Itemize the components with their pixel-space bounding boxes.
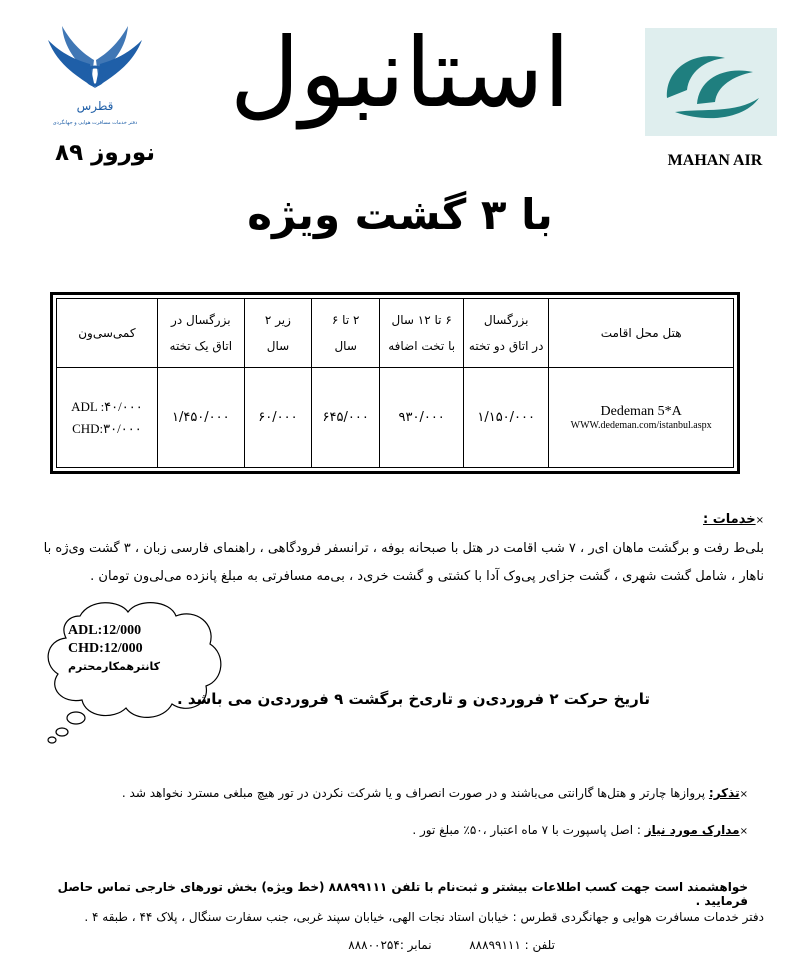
table-row (57, 368, 734, 468)
hotel-name: Dedeman 5*A (600, 404, 682, 419)
cell-adult-single: ۱/۴۵۰/۰۰۰ (157, 368, 244, 468)
documents-text: : اصل پاسپورت با ۷ ماه اعتبار ،۵۰٪ مبلغ تور . (412, 823, 645, 837)
agent-price-text (68, 622, 208, 676)
bullet-x-icon: × (755, 515, 764, 526)
commission-chd: CHD:۳۰/۰۰۰ (72, 420, 142, 436)
cloud-adl-value: :12/000 (97, 623, 142, 638)
services-heading (703, 512, 764, 527)
header-child-2-6 (312, 299, 380, 368)
season-label: نوروز ۸۹ (55, 140, 155, 166)
services-heading-text: خدمات : (703, 512, 756, 527)
cloud-adl-line (68, 622, 208, 640)
header-adult-double-line1: بزرگسال (483, 313, 529, 327)
header-adult-double (464, 299, 549, 368)
mahan-air-logo-icon (645, 28, 777, 136)
cloud-chd-value: 12/000 (103, 641, 143, 656)
airline-name: MAHAN AIR (667, 152, 763, 169)
price-table-header-row (57, 299, 734, 368)
documents-label: مدارک مورد نیاز (644, 823, 740, 837)
page-subtitle: با ۳ گشت ویژه (247, 190, 553, 239)
phone-number[interactable]: تلفن : ۸۸۸۹۹۱۱۱ (469, 938, 555, 952)
note-label: تذکر: (708, 786, 740, 800)
header-child-6-12-line1: ۶ تا ۱۲ سال (391, 313, 452, 327)
header-child-2-6-line2: سال (334, 339, 357, 353)
fars-logo-caption: قطرس (76, 99, 114, 113)
documents-line (48, 823, 748, 837)
office-address: دفتر خدمات مسافرت هوایی و جهانگردی قطرس : خیابان استاد نجات الهی، خیابان سپند غربی، جنب سفارت سنگال ، پلاک ۴۴ ، طبقه ۴ . (84, 910, 764, 924)
header-adult-single-line1: بزرگسال در (171, 313, 231, 327)
cloud-chd-line (68, 640, 208, 658)
contact-numbers (115, 938, 555, 952)
header-infant (244, 299, 311, 368)
bullet-x-icon: × (739, 826, 748, 837)
header-adult-single-line2: اتاق یک تخته (169, 339, 233, 353)
header-child-6-12-line2: با تخت اضافه (388, 339, 456, 353)
cell-commission (57, 368, 158, 468)
cloud-chd-label: CHD: (68, 641, 104, 656)
header-hotel: هتل محل اقامت (549, 299, 734, 368)
services-line-2: ناهار ، شامل گشت شهری ، گشت جزای‌ر پی‌وک آدا با کشتی و گشت خری‌د ، بی‌مه مسافرتی به مبلغ پانزده می‌لی‌ون تومان . (90, 569, 764, 584)
cell-hotel (549, 368, 734, 468)
header-adult-single (157, 299, 244, 368)
header-child-6-12 (380, 299, 464, 368)
fars-winged-logo-icon (40, 18, 150, 128)
header-child-2-6-line1: ۲ تا ۶ (331, 313, 360, 327)
services-line-1: بلی‌ط رفت و برگشت ماهان ای‌ر ، ۷ شب اقامت در هتل با صبحانه بوفه ، ترانسفر فرودگاهی ، راهنمای فارسی زبان ، ۳ گشت وی‌ژه با (43, 541, 764, 556)
header-commission: کمی‌سی‌ون (57, 299, 158, 368)
fax-number: نمابر :۸۸۸۰۰۲۵۴ (348, 938, 432, 952)
cell-infant: ۶۰/۰۰۰ (244, 368, 311, 468)
cloud-adl-label: ADL (68, 623, 98, 638)
header-infant-line1: زیر ۲ (264, 313, 291, 327)
price-table (50, 292, 740, 474)
header-infant-line2: سال (266, 339, 290, 353)
fars-agency-logo (40, 18, 150, 128)
note-line (48, 786, 748, 800)
cell-adult-double: ۱/۱۵۰/۰۰۰ (464, 368, 549, 468)
cloud-counter-text: کانترهمکارمحترم (68, 660, 160, 673)
hotel-url[interactable]: WWW.dedeman.com/istanbul.aspx (570, 420, 712, 431)
header-adult-double-line2: در اتاق دو تخته (468, 339, 544, 353)
mahan-air-logo (645, 28, 777, 136)
page-title: استانبول (229, 17, 571, 129)
travel-dates: تاریخ حرکت ۲ فروردی‌ن و تاری‌خ برگشت ۹ فروردی‌ن می باشد . (176, 690, 650, 708)
fars-logo-subcaption: دفتر خدمات مسافرت هوایی و جهانگردی (52, 120, 138, 126)
note-text: پروازها چارتر و هتل‌ها گارانتی می‌باشند و در صورت انصراف و یا شرکت نکردن در تور هیچ مبلغی مسترد نخواهد شد . (121, 786, 709, 800)
commission-adl: ADL :۴۰/۰۰۰ (71, 398, 143, 414)
bullet-x-icon: × (739, 789, 748, 800)
cell-child-6-12: ۹۳۰/۰۰۰ (380, 368, 464, 468)
cell-child-2-6: ۶۴۵/۰۰۰ (312, 368, 380, 468)
contact-request: خواهشمند است جهت کسب اطلاعات بیشتر و ثبت‌نام با تلفن ۸۸۸۹۹۱۱۱ (خط ویژه) بخش تورهای خارجی تماس حاصل فرمایید . (57, 880, 748, 908)
